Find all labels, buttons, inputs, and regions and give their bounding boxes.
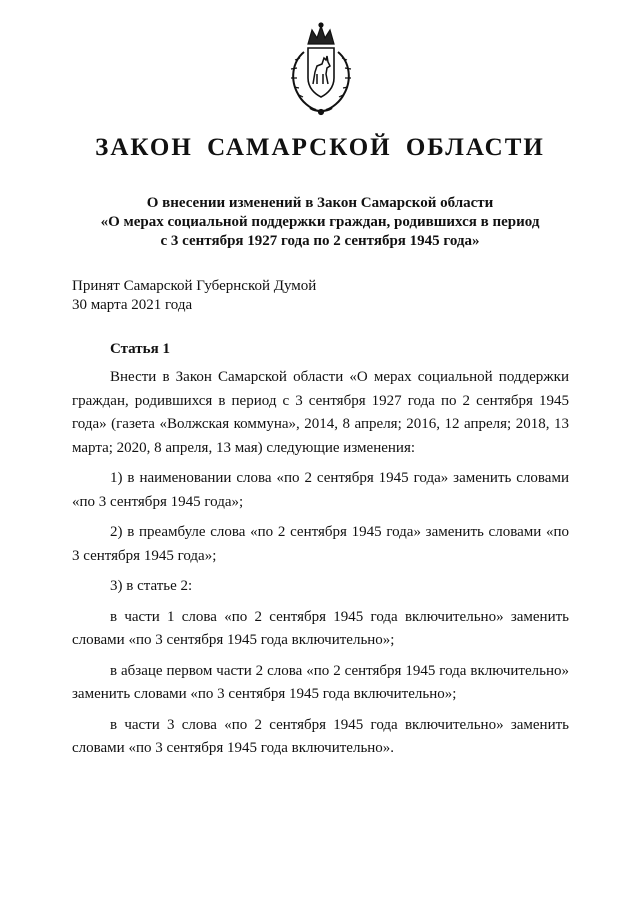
paragraph: Внести в Закон Самарской области «О мерах социальной поддержки граждан, родившихся в период с 3 сентября 1927 года по 2 сентября 1945 года» (газета «Волжская коммуна», 2014, 8 апреля; 2016, 12 апреля; 2018, 13 марта; 2020, 8 апреля, 13 мая) следующие изменения: (72, 369, 569, 456)
paragraph: в части 1 слова «по 2 сентября 1945 года включительно» заменить словами «по 3 сентября 1945 года включительно»; (72, 608, 569, 648)
samara-coat-of-arms-icon (286, 22, 356, 117)
paragraph: 3) в статье 2: (110, 578, 193, 594)
subtitle-line: с 3 сентября 1927 года по 2 сентября 1945 года» (160, 233, 480, 249)
subtitle-line: О внесении изменений в Закон Самарской области (146, 195, 494, 211)
subtitle-line: «О мерах социальной поддержки граждан, родившихся в период (100, 214, 540, 230)
adoption-body: Принят Самарской Губернской Думой (72, 278, 317, 294)
law-title: ЗАКОН САМАРСКОЙ ОБЛАСТИ (95, 134, 545, 161)
article-body (72, 366, 569, 768)
paragraph: в абзаце первом части 2 слова «по 2 сентября 1945 года включительно» заменить словами «по 3 сентября 1945 года включительно»; (72, 662, 569, 702)
paragraph: в части 3 слова «по 2 сентября 1945 года включительно» заменить словами «по 3 сентября 1945 года включительно». (72, 716, 569, 756)
paragraph: 2) в преамбуле слова «по 2 сентября 1945 года» заменить словами «по 3 сентября 1945 года»; (72, 524, 569, 564)
adoption-block (72, 277, 316, 315)
paragraph: 1) в наименовании слова «по 2 сентября 1945 года» заменить словами «по 3 сентября 1945 года»; (72, 470, 569, 510)
law-subtitle (40, 194, 600, 251)
adoption-date: 30 марта 2021 года (72, 297, 193, 313)
article-heading: Статья 1 (110, 341, 170, 357)
